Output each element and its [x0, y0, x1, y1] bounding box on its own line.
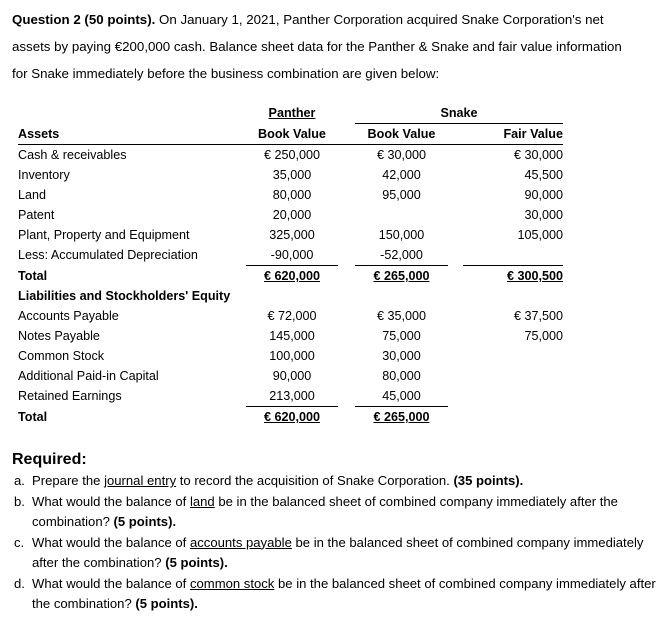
- item-underlined-term: land: [189, 493, 215, 509]
- table-row: [18, 407, 563, 428]
- panther-book-value: € 620,000: [246, 266, 338, 287]
- row-label: Plant, Property and Equipment: [18, 228, 190, 242]
- row-label: Less: Accumulated Depreciation: [18, 248, 198, 263]
- question-text-2: assets by paying €200,000 cash. Balance sheet data for the Panther & Snake and fair value information: [12, 39, 622, 54]
- row-label: Notes Payable: [18, 329, 100, 343]
- question-label: Question 2 (50 points).: [12, 12, 156, 27]
- snake-fair-value: 90,000: [524, 188, 563, 202]
- snake-fair-value: € 37,500: [513, 309, 563, 323]
- item-text-post: to record the acquisition of Snake Corporation.: [176, 473, 454, 488]
- question-text-1: On January 1, 2021, Panther Corporation acquired Snake Corporation's net: [159, 12, 604, 27]
- item-letter: a.: [14, 473, 25, 488]
- snake-fair-value: 45,500: [524, 168, 563, 182]
- snake-fair-value: [463, 346, 563, 366]
- table-row: [18, 306, 563, 326]
- panther-book-value: 145,000: [269, 329, 315, 343]
- snake-fair-value: 75,000: [524, 329, 563, 343]
- item-text-post: be in the balanced sheet of combined company immediately after the combination?: [32, 493, 618, 529]
- question-text-3: for Snake immediately before the business combination are given below:: [12, 66, 440, 81]
- item-text-post: be in the balanced sheet of combined company immediately after the combination?: [32, 534, 644, 570]
- snake-book-value: € 265,000: [355, 266, 448, 287]
- required-section: [12, 449, 657, 615]
- assets-header: Assets: [18, 124, 246, 145]
- table-row: [18, 266, 563, 287]
- required-list: [12, 471, 657, 615]
- snake-book-value: [355, 286, 448, 306]
- item-underlined-term: accounts payable: [189, 534, 292, 550]
- snake-book-value-header: Book Value: [355, 124, 448, 145]
- panther-book-value: 80,000: [272, 188, 312, 202]
- snake-fair-value-header: Fair Value: [463, 124, 563, 145]
- table-row: [18, 145, 563, 166]
- table-row: [18, 165, 563, 185]
- balance-sheet-body: [18, 145, 563, 428]
- panther-header: Panther: [268, 106, 316, 121]
- header-row-2: [18, 124, 563, 145]
- snake-fair-value: [463, 386, 563, 407]
- table-row: [18, 245, 563, 266]
- snake-book-value: 80,000: [382, 369, 421, 383]
- table-row: [18, 185, 563, 205]
- panther-book-value: 20,000: [272, 208, 312, 222]
- item-letter: b.: [14, 493, 25, 509]
- panther-book-value: € 72,000: [267, 309, 317, 323]
- snake-book-value: € 265,000: [355, 407, 448, 428]
- header-row-1: [18, 103, 563, 124]
- row-label: Total: [18, 268, 48, 283]
- item-text-pre: Prepare the: [32, 473, 105, 488]
- table-row: [18, 205, 563, 225]
- table-row: [18, 366, 563, 386]
- snake-fair-value: [463, 366, 563, 386]
- snake-fair-value: [463, 407, 563, 428]
- row-label: Land: [18, 188, 47, 202]
- required-title: Required:: [12, 451, 87, 468]
- panther-book-value: [246, 286, 338, 306]
- table-row: [18, 286, 563, 306]
- panther-book-value: € 250,000: [263, 148, 321, 162]
- item-underlined-term: common stock: [189, 575, 275, 591]
- row-label: Inventory: [18, 168, 70, 182]
- snake-book-value: 75,000: [382, 329, 421, 343]
- snake-book-value: 42,000: [382, 168, 421, 182]
- snake-fair-value: € 300,500: [463, 266, 563, 287]
- snake-fair-value: € 30,000: [513, 148, 563, 162]
- panther-book-value: -90,000: [270, 248, 314, 262]
- snake-book-value: 150,000: [378, 228, 425, 242]
- item-underlined-term: journal entry: [104, 473, 177, 488]
- snake-fair-value: [463, 245, 563, 266]
- item-points: (5 points).: [165, 555, 228, 570]
- required-item: [12, 574, 657, 615]
- panther-book-value: € 620,000: [246, 407, 338, 428]
- table-row: [18, 346, 563, 366]
- panther-book-value: 100,000: [269, 349, 315, 363]
- snake-fair-value: 105,000: [517, 228, 563, 242]
- balance-sheet-table: [18, 103, 563, 427]
- row-label: Retained Earnings: [18, 389, 122, 404]
- panther-book-value: 35,000: [272, 168, 312, 182]
- panther-book-value: 213,000: [269, 389, 315, 403]
- snake-book-value: 30,000: [382, 349, 421, 363]
- snake-book-value: 95,000: [382, 188, 421, 202]
- panther-book-value: 90,000: [272, 369, 312, 383]
- item-text-pre: What would the balance of: [32, 534, 190, 550]
- table-row: [18, 386, 563, 407]
- table-row: [18, 326, 563, 346]
- row-label: Additional Paid-in Capital: [18, 369, 159, 383]
- panther-book-value: 325,000: [269, 228, 315, 242]
- required-item: [12, 471, 657, 492]
- snake-book-value: [355, 205, 448, 225]
- snake-fair-value: 30,000: [524, 208, 563, 222]
- item-points: (5 points).: [135, 596, 198, 611]
- item-text-post: be in the balanced sheet of combined company immediately after the combination?: [32, 575, 656, 611]
- item-letter: d.: [14, 575, 25, 591]
- snake-book-value: -52,000: [380, 248, 423, 262]
- row-label: Cash & receivables: [18, 148, 127, 162]
- row-label: Accounts Payable: [18, 309, 119, 323]
- required-item: [12, 533, 657, 574]
- panther-book-value-header: Book Value: [246, 124, 338, 145]
- item-points: (35 points).: [453, 473, 524, 488]
- snake-header: Snake: [355, 103, 563, 124]
- snake-book-value: € 30,000: [376, 148, 427, 162]
- required-item: [12, 492, 657, 533]
- row-label: Total: [18, 409, 48, 424]
- snake-book-value: € 35,000: [376, 309, 427, 323]
- row-label: Common Stock: [18, 349, 105, 363]
- item-text-pre: What would the balance of: [32, 493, 190, 509]
- item-points: (5 points).: [113, 514, 177, 529]
- snake-fair-value: [463, 286, 563, 306]
- row-label: Liabilities and Stockholders' Equity: [18, 289, 231, 303]
- question-intro: [12, 6, 657, 87]
- item-text-pre: What would the balance of: [32, 575, 190, 591]
- snake-book-value: 45,000: [382, 389, 421, 403]
- table-row: [18, 225, 563, 245]
- item-letter: c.: [14, 534, 25, 550]
- row-label: Patent: [18, 208, 55, 222]
